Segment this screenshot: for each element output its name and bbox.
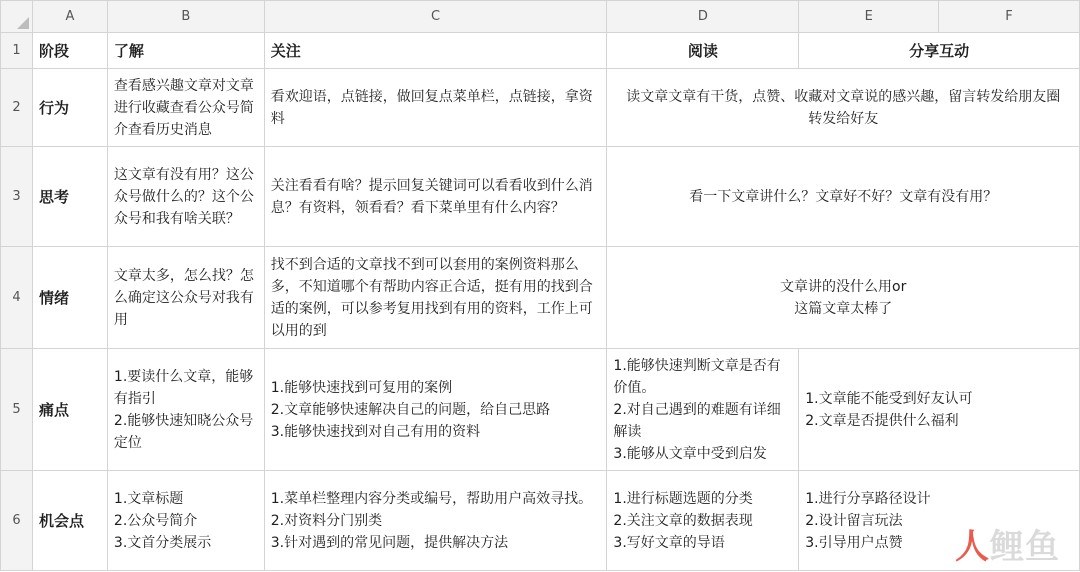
column-header-f[interactable]: F [939,1,1080,33]
list-item: 1.进行标题选题的分类 [613,490,753,507]
list-item: 1.文章能不能受到好友认可 [805,390,973,407]
column-header-e[interactable]: E [799,1,939,33]
cell-pain-read[interactable] [607,349,799,471]
row-number-2[interactable]: 2 [1,69,33,147]
row-number-6[interactable]: 6 [1,471,33,571]
select-all-corner[interactable] [1,1,33,33]
cell-thinking-understand[interactable]: 这文章有没有用？这公众号做什么的？这个公众号和我有啥关联？ [107,147,264,247]
cell-thinking-read-share[interactable]: 看一下文章讲什么？文章好不好？文章有没有用？ [607,147,1080,247]
list-item: 1.能够快速找到可复用的案例 [270,379,453,396]
sheet-row-4 [1,247,1080,349]
cell-behavior-label[interactable]: 行为 [32,69,107,147]
cell-opportunity-understand[interactable] [107,471,264,571]
cell-pain-follow[interactable] [264,349,607,471]
list-item: 3.文首分类展示 [113,534,212,551]
watermark-part-1: 人 [955,527,990,567]
list-item: 2.对自己遇到的难题有详细解读 [613,401,781,440]
watermark-logo [955,519,1060,568]
list-item: 3.写好文章的导语 [613,534,725,551]
cell-opportunity-read[interactable] [607,471,799,571]
list-item: 2.公众号简介 [113,512,198,529]
list-item: 2.文章能够快速解决自己的问题，给自己思路 [270,401,551,418]
list-item: 2.对资料分门别类 [270,512,383,529]
cell-understand-header[interactable]: 了解 [107,33,264,69]
cell-stage-header[interactable]: 阶段 [32,33,107,69]
sheet-row-1 [1,33,1080,69]
cell-follow-header[interactable]: 关注 [264,33,607,69]
row-number-3[interactable]: 3 [1,147,33,247]
cell-opportunity-label[interactable]: 机会点 [32,471,107,571]
cell-share-header[interactable]: 分享互动 [799,33,1080,69]
column-header-b[interactable]: B [107,1,264,33]
watermark-part-2: 鲤鱼 [990,527,1060,567]
list-item: 2.文章是否提供什么福利 [805,412,959,429]
column-header-a[interactable]: A [32,1,107,33]
list-item: 1.文章标题 [113,490,184,507]
emotion-line-1: 文章讲的没什么用or [780,278,907,295]
sheet-row-3 [1,147,1080,247]
list-item: 2.设计留言玩法 [805,512,903,529]
emotion-line-2: 这篇文章太棒了 [794,300,893,317]
sheet-row-2 [1,69,1080,147]
column-header-c[interactable]: C [264,1,607,33]
list-item: 3.能够从文章中受到启发 [613,445,767,462]
cell-pain-label[interactable]: 痛点 [32,349,107,471]
row-number-5[interactable]: 5 [1,349,33,471]
cell-thinking-follow[interactable]: 关注看看有啥？提示回复关键词可以看看收到什么消息？有资料，领看看？看下菜单里有什么内容？ [264,147,607,247]
list-item: 2.能够快速知晓公众号定位 [113,412,254,451]
cell-behavior-understand[interactable]: 查看感兴趣文章对文章进行收藏查看公众号简介查看历史消息 [107,69,264,147]
list-item: 3.引导用户点赞 [805,534,903,551]
cell-behavior-read-share[interactable]: 读文章文章有干货，点赞、收藏对文章说的感兴趣，留言转发给朋友圈转发给好友 [607,69,1080,147]
cell-emotion-understand[interactable]: 文章太多，怎么找？怎么确定这公众号对我有用 [107,247,264,349]
list-item: 3.针对遇到的常见问题，提供解决方法 [270,534,509,551]
cell-emotion-label[interactable]: 情绪 [32,247,107,349]
cell-pain-share[interactable] [799,349,1080,471]
column-header-d[interactable]: D [607,1,799,33]
list-item: 1.进行分享路径设计 [805,490,931,507]
list-item: 2.关注文章的数据表现 [613,512,753,529]
cell-emotion-read-share[interactable] [607,247,1080,349]
list-item: 3.能够快速找到对自己有用的资料 [270,423,481,440]
cell-pain-understand[interactable] [107,349,264,471]
column-header-row [1,1,1080,33]
cell-thinking-label[interactable]: 思考 [32,147,107,247]
cell-opportunity-follow[interactable] [264,471,607,571]
row-number-4[interactable]: 4 [1,247,33,349]
sheet-row-6 [1,471,1080,571]
cell-read-header[interactable]: 阅读 [607,33,799,69]
sheet-row-5 [1,349,1080,471]
list-item: 1.菜单栏整理内容分类或编号，帮助用户高效寻找。 [270,490,593,507]
cell-emotion-follow[interactable]: 找不到合适的文章找不到可以套用的案例资料那么多，不知道哪个有帮助内容正合适，挺有用的找到合适的案例，可以参考复用找到有用的资料，工作上可以用的到 [264,247,607,349]
cell-behavior-follow[interactable]: 看欢迎语，点链接，做回复点菜单栏，点链接，拿资料 [264,69,607,147]
list-item: 1.要读什么文章，能够有指引 [113,368,254,407]
row-number-1[interactable]: 1 [1,33,33,69]
list-item: 1.能够快速判断文章是否有价值。 [613,357,781,396]
select-all-triangle-icon [17,17,29,29]
